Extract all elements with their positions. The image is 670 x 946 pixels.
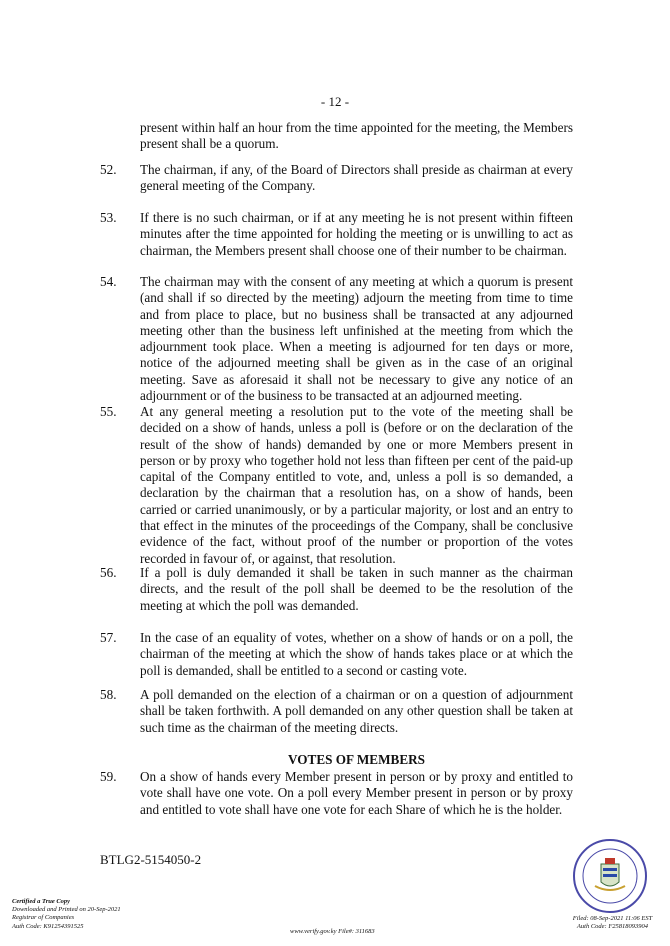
paragraph-number: 55. [100,404,117,419]
paragraph-57 [100,630,573,679]
paragraph-number: 52. [100,162,117,177]
paragraph-53 [100,210,573,259]
paragraph-58 [100,687,573,736]
paragraph-text: If a poll is duly demanded it shall be taken in such manner as the chairman directs, and the result of the poll shall be deemed to be the resolution of the meeting at which the poll was demanded. [140,565,573,613]
certification-block [12,898,121,931]
paragraph-number: 54. [100,274,117,289]
filed-date: Filed: 08-Sep-2021 11:06 EST [572,915,653,922]
download-date: Downloaded and Printed on 20-Sep-2021 [12,906,121,914]
paragraph-56 [100,565,573,614]
paragraph-number: 53. [100,210,117,225]
auth-code-left: Auth Code: K91254391525 [12,922,84,930]
paragraph-text: If there is no such chairman, or if at any meeting he is not present within fifteen minutes after the time appointed for holding the meeting or is unwilling to act as chairman, the Members present shall choose one of their number to be chairman. [140,210,573,258]
paragraph-54 [100,274,573,404]
paragraph-number: 58. [100,687,117,702]
paragraph-number: 57. [100,630,117,645]
registry-seal-icon [565,838,655,919]
certified-label: Certified a True Copy [12,898,71,905]
paragraph-number: 59. [100,769,117,784]
paragraph-52 [100,162,573,195]
verify-link[interactable]: www.verify.gov.ky File#: 311683 [290,928,375,935]
paragraph-text: On a show of hands every Member present in person or by proxy and entitled to vote shall have one vote. On a poll every Member present in person or by proxy and entitled to vote shall have one vote for each Share of which he is the holder. [140,769,573,817]
page-number: - 12 - [320,94,350,109]
paragraph-text: present within half an hour from the time appointed for the meeting, the Members present shall be a quorum. [140,120,573,152]
paragraph-text: The chairman may with the consent of any meeting at which a quorum is present (and shall if so directed by the meeting) adjourn the meeting from time to time and from place to place, but no business shall be transacted at any adjourned meeting other than the business left unfinished at the meeting from which the adjournment took place. When a meeting is adjourned for ten days or more, notice of the adjourned meeting shall be given as in the case of an original meeting. Save as aforesaid it shall not be necessary to give any notice of an adjournment or of the business to be transacted at an adjourned meeting. [140,274,573,404]
paragraph-text: The chairman, if any, of the Board of Directors shall preside as chairman at every general meeting of the Company. [140,162,573,194]
paragraph-text: A poll demanded on the election of a chairman or on a question of adjournment shall be taken forthwith. A poll demanded on any other question shall be taken at such time as the chairman of the meeting directs. [140,687,573,735]
paragraph-text: At any general meeting a resolution put to the vote of the meeting shall be decided on a show of hands, unless a poll is (before or on the declaration of the result of the show of hands) demanded by one or more Members present in person or by proxy who together hold not less than fifteen per cent of the paid-up capital of the Company entitled to vote, and, unless a poll is so demanded, a declaration by the chairman that a resolution has, on a show of hands, been carried or carried unanimously, or by a particular majority, or lost and an entry to that effect in the minutes of the proceedings of the Company, shall be conclusive evidence of the fact, without proof of the number or proportion of the votes recorded in favour of, or against, that resolution. [140,404,573,566]
paragraph-51-continued [100,120,573,153]
auth-code-right: Auth Code: F25818093904 [576,923,649,931]
paragraph-59 [100,769,573,818]
paragraph-text: In the case of an equality of votes, whether on a show of hands or on a poll, the chairman of the meeting at which the show of hands takes place or at which the poll is demanded, shall be entitled to a second or casting vote. [140,630,573,678]
document-reference: BTLG2-5154050-2 [100,852,202,867]
paragraph-number: 56. [100,565,117,580]
registrar: Registrar of Companies [12,914,75,922]
paragraph-55 [100,404,573,567]
section-heading: VOTES OF MEMBERS [288,752,425,767]
